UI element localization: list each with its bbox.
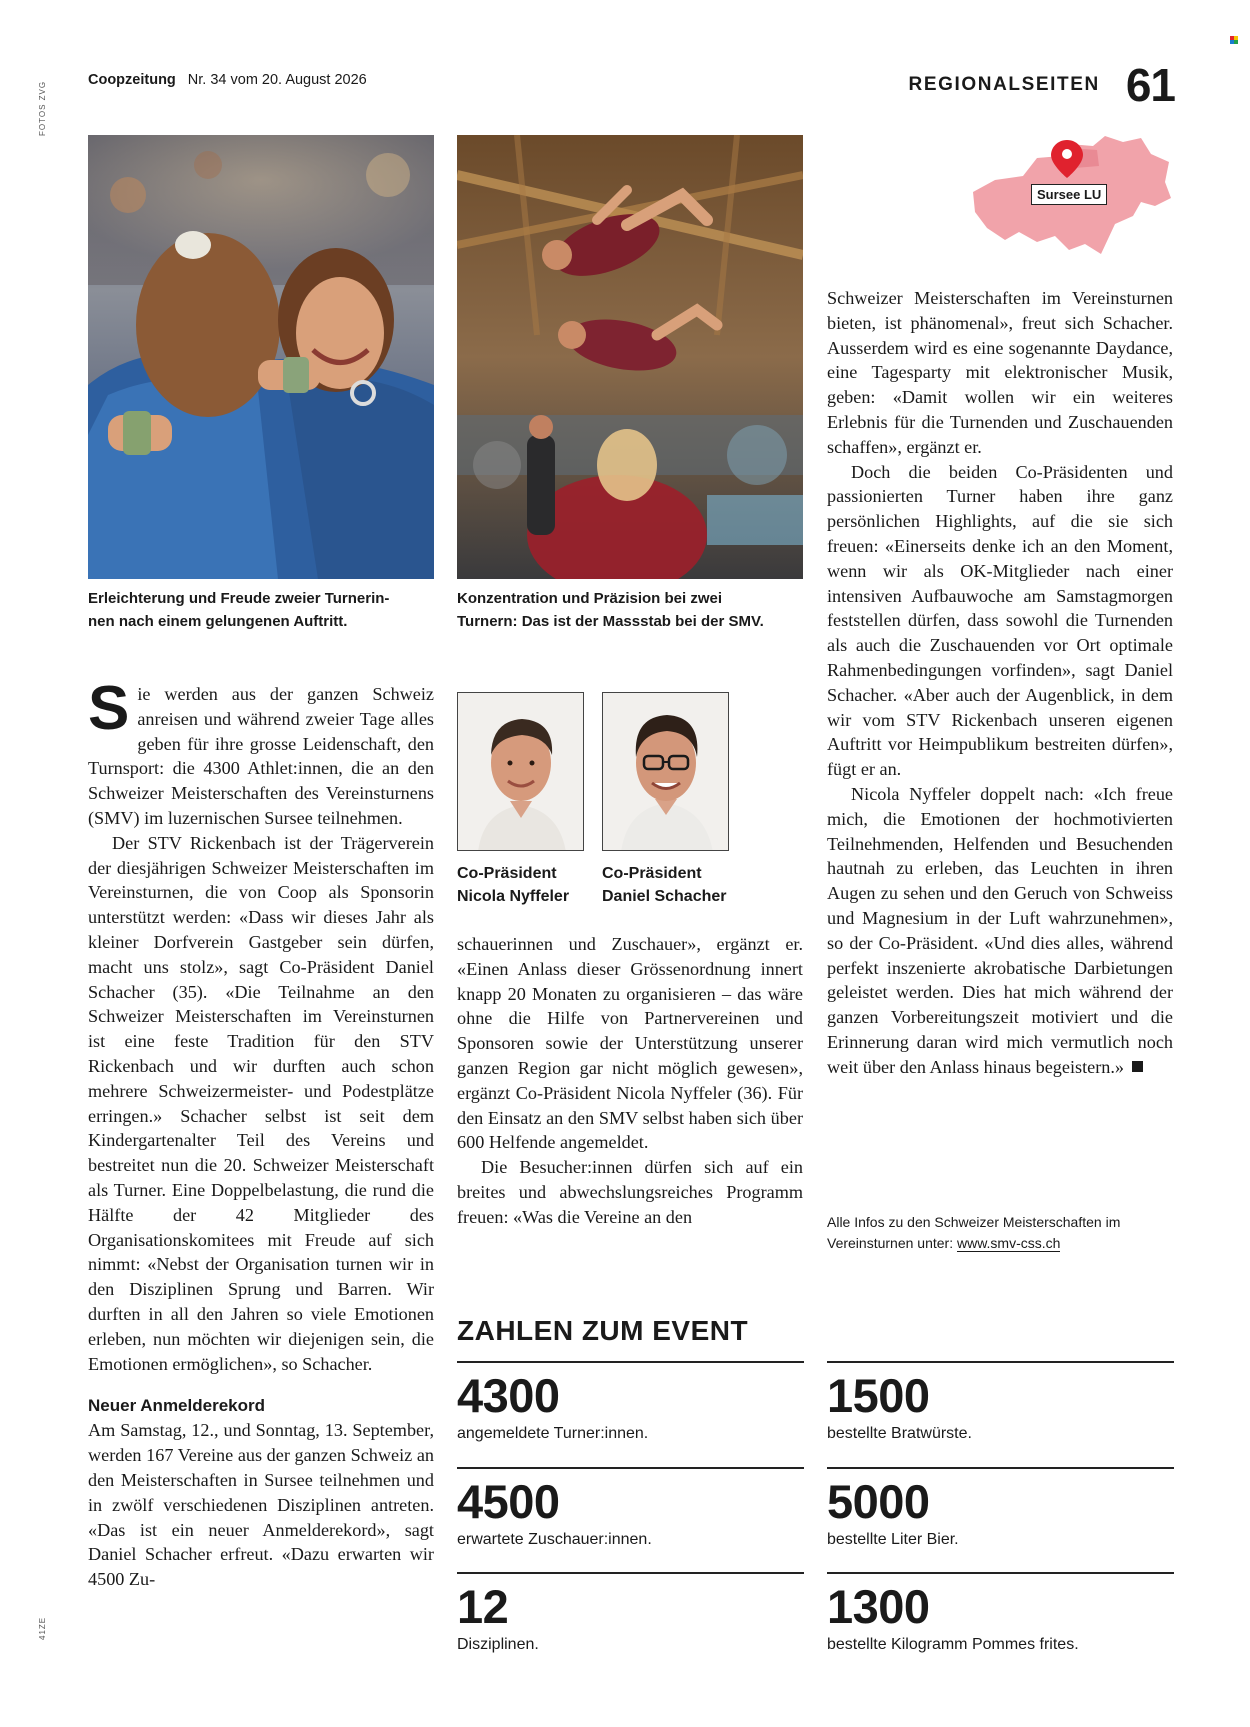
fact-item [827, 1361, 1174, 1443]
header-section-block [908, 59, 1175, 111]
switzerland-map [965, 132, 1175, 272]
edition-code: 41ZE [38, 1616, 47, 1640]
portrait-nicola-nyffeler [457, 692, 584, 851]
article-paragraph: schauerinnen und Zuschauer», ergänzt er. «Einen Anlass dieser Grössenordnung innert knapp 20 Monaten zu organisieren – das wäre ohne die Hilfe von Partnervereinen und Sponsoren sowie der Unterstützung unserer ganzen Region gar nicht möglich gewesen», ergänzt Co-Präsident Nicola Nyffeler (36). Für den Einsatz an den SMV selbst haben sich über 600 Helfende angemeldet. [457, 934, 803, 1153]
article-column-2 [457, 932, 803, 1230]
photo-2-caption: Konzentration und Präzision bei zwei Turnern: Das ist der Massstab bei der SMV. [457, 590, 764, 630]
fact-label: bestellte Bratwürste. [827, 1425, 972, 1442]
fact-label: bestellte Kilogramm Pommes frites. [827, 1636, 1079, 1653]
facts-title: ZAHLEN ZUM EVENT [457, 1315, 749, 1346]
issue-info: Nr. 34 vom 20. August 2026 [187, 72, 367, 88]
portrait-daniel-schacher [602, 692, 729, 851]
fact-number: 1300 [827, 1580, 930, 1633]
photo-credit: FOTOS ZVG [38, 80, 47, 136]
article-paragraph: Am Samstag, 12., und Sonntag, 13. September, werden 167 Vereine aus der ganzen Schweiz an den Meisterschaften in Sursee teilnehmen und in zwölf verschiedenen Disziplinen antreten. «Das ist ein neuer Anmelderekord», sagt Daniel Schacher erfreut. «Dazu erwarten wir 4500 Zu- [88, 1420, 434, 1590]
map-location-label: Sursee LU [1031, 184, 1107, 205]
info-link[interactable]: www.smv-css.ch [956, 1235, 1061, 1251]
header-publication-line [88, 72, 367, 88]
photo-acrobats [457, 135, 803, 579]
article-column-3 [827, 286, 1173, 1080]
portrait-1-caption [457, 862, 597, 908]
article-paragraph: Schweizer Meisterschaften im Vereinsturnen bieten, ist phänomenal», freut sich Schacher. Ausserdem wird es eine sogenannte Daydance, eine Tagesparty mit elektronischer Musik, geben: «Damit wollen wir ein weiteres Erlebnis für die Turnenden und Zuschauenden schaffen», ergänzt er. [827, 288, 1173, 457]
fact-item [457, 1467, 804, 1549]
fact-number: 4300 [457, 1369, 560, 1422]
drop-cap: S [88, 674, 130, 743]
publication-name: Coopzeitung [88, 72, 176, 88]
fact-item [457, 1361, 804, 1443]
color-register-mark [1230, 36, 1238, 44]
fact-number: 12 [457, 1580, 509, 1633]
photo-gymnasts-hug [88, 135, 434, 579]
fact-number: 1500 [827, 1369, 930, 1422]
portrait-2-name: Daniel Schacher [602, 888, 727, 905]
fact-label: erwartete Zuschauer:innen. [457, 1531, 652, 1548]
fact-item [457, 1572, 804, 1654]
article-subhead: Neuer Anmelderekord [88, 1396, 265, 1416]
fact-item [827, 1572, 1174, 1654]
article-paragraph: ie werden aus der ganzen Schweiz anreisen und während zweier Tage alles geben für ihre grosse Leidenschaft, den Turnsport: die 4300 Athlet:innen, die an den Schweizer Meisterschaften des Vereinsturnens (SMV) im luzernischen Sursee teilnehmen. [88, 684, 434, 828]
article-paragraph: Nicola Nyffeler doppelt nach: «Ich freue mich, die Emotionen der hochmotivierten Teilnehmenden, Helfenden und Besuchenden hautnah zu erleben, das Leuchten in ihren Augen zu sehen und den Geruch von Schweiss und Magnesium in der Luft wahrzunehmen», so der Co-Präsident. «Und dies alles, während perfekt inszenierte akrobatische Darbietungen geleistet werden. Dies hat mich während der ganzen Vorbereitungszeit motiviert und die Erinnerung daran wird mich vermutlich noch weit über den Anlass hinaus begeistern.» [827, 783, 1173, 1077]
info-note [827, 1212, 1147, 1254]
fact-label: angemeldete Turner:innen. [457, 1425, 649, 1442]
page-number: 61 [1125, 59, 1175, 111]
photo-1-caption: Erleichterung und Freude zweier Turnerin- nen nach einem gelungenen Auftritt. [88, 590, 390, 630]
article-paragraph: Die Besucher:innen dürfen sich auf ein breites und abwechslungsreiches Programm freuen: «Was die Vereine an den [457, 1157, 803, 1227]
fact-label: Disziplinen. [457, 1636, 539, 1653]
article-paragraph: Der STV Rickenbach ist der Trägerverein der diesjährigen Schweizer Meisterschaften im Vereinsturnen, die von Coop als Sponsorin unterstützt werden: «Dass wir dieses Jahr als kleiner Dorfverein Gastgeber sein dürfen, macht uns stolz», sagt Co-Präsident Daniel Schacher (35). «Die Teilnahme an den Schweizer Meisterschaften im Vereinsturnen ist eine feste Tradition für den STV Rickenbach und wir durften auch schon mehrere Schweizermeister- und Podestplätze erringen.» Schacher selbst ist seit dem Kindergartenalter Teil des Vereins und bestreitet nun die 20. Schweizer Meisterschaft als Turner. Eine Doppelbelastung, die rund die Hälfte der 42 Mitglieder des Organisationskomitees mit Freude auf sich nimmt: «Nebst der Organisation turnen wir in den Disziplinen Sprung und Barren. Wir durften in all den Jahren so viele Emotionen erleben, nun möchten wir diejenigen sein, die Emotionen ermöglichen», so Schacher. [88, 832, 434, 1374]
fact-number: 5000 [827, 1475, 930, 1528]
fact-number: 4500 [457, 1475, 560, 1528]
info-text: Alle Infos zu den Schweizer Meisterschaften im Vereinsturnen unter: [827, 1214, 1121, 1251]
portrait-2-caption [602, 862, 742, 908]
fact-label: bestellte Liter Bier. [827, 1531, 959, 1548]
portrait-2-role: Co-Präsident [602, 865, 702, 882]
section-title: REGIONALSEITEN [908, 74, 1100, 95]
article-column-1 [88, 674, 434, 1592]
article-paragraph: Doch die beiden Co-Präsidenten und passionierten Turner haben ihre ganz persönlichen Highlights, auf die sie sich freuen: «Einerseits denke ich an den Moment, wenn wir als OK-Mitglieder nach einer intensiven Aufbauwoche am Samstagmorgen feststellen dürfen, dass sowohl die Turnenden als auch die Zuschauenden vor Ort optimale Rahmenbedingungen vorfinden», sagt Daniel Schacher. «Aber auch der Augenblick, in dem wir vom STV Rickenbach unseren eigenen Auftritt vor Heimpublikum bestreiten dürfen», fügt er an. [827, 461, 1173, 780]
portrait-1-role: Co-Präsident [457, 865, 557, 882]
portrait-1-name: Nicola Nyffeler [457, 888, 570, 905]
fact-item [827, 1467, 1174, 1549]
end-mark-icon [1132, 1061, 1143, 1072]
